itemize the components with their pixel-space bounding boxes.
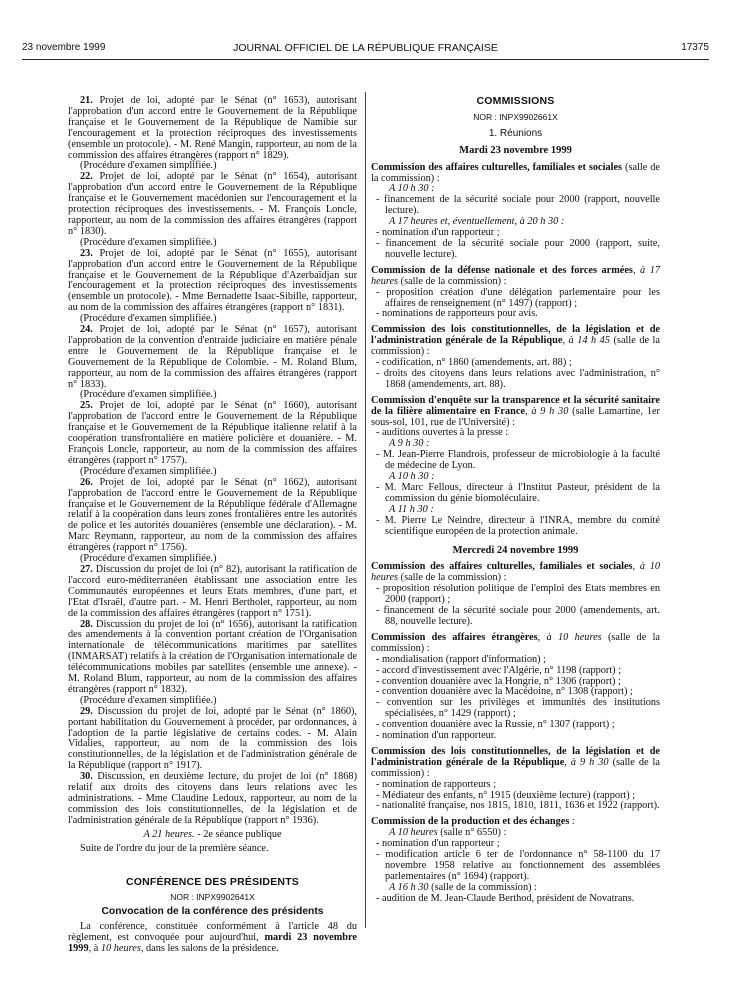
agenda-entry: - accord d'investissement avec l'Algérie, n° 1198 (rapport) ;	[376, 664, 622, 676]
agenda-item: 22. Projet de loi, adopté par le Sénat (n° 1654), autorisant l'approbation d'un accord entre le Gouvernement de la République française et le Gouvernement macédonien sur l'encouragement et la protection réciproques des investissements. - M. François Loncle, rapporteur, au nom de la commission des affaires étrangères (rapport n° 1830).	[68, 171, 357, 237]
time-slot: A 10 h 30 :	[389, 183, 435, 195]
time-slot: A 10 heures (salle n° 6550) :	[389, 827, 507, 839]
commission-defense: Commission de la défense nationale et des forces armées, à 17 heures (salle de la commission) :	[371, 264, 661, 287]
agenda-item: 23. Projet de loi, adopté par le Sénat (n° 1655), autorisant l'approbation d'un accord entre le Gouvernement de la République française et le Gouvernement de la République d'Azerbaïdjan sur l'encouragement et la protection réciproques des investissements (ensemble un protocole). - Mme Bernadette Isaac-Sibille, rapporteur, au nom de la commission des affaires étrangères (rapport n° 1831).	[68, 247, 357, 314]
agenda-entry: - codification, n° 1860 (amendements, art. 88) ;	[376, 357, 572, 369]
journal-title: JOURNAL OFFICIEL DE LA RÉPUBLIQUE FRANÇAISE	[233, 42, 498, 54]
time-slot: A 10 h 30 :	[389, 471, 435, 483]
time-slot: A 17 heures et, éventuellement, à 20 h 30 :	[389, 216, 565, 228]
conference-title: CONFÉRENCE DES PRÉSIDENTS	[125, 875, 300, 888]
procedure-note: (Procédure d'examen simplifiée.)	[80, 553, 217, 565]
commission-enquete: Commission d'enquête sur la transparence et la sécurité sanitaire de la filière alimentaire en France, à 9 h 30 (salle Lamartine, 1er sous-sol, 101, rue de l'Université) :	[371, 394, 660, 428]
agenda-entry: - nomination de rapporteurs ;	[376, 778, 497, 790]
agenda-entry: - nationalité française, nos 1815, 1810, 1811, 1636 et 1922 (rapport).	[376, 800, 660, 812]
agenda-entry: - financement de la sécurité sociale pour 2000 (rapport, nouvelle lecture).	[376, 194, 660, 217]
procedure-note: (Procédure d'examen simplifiée.)	[80, 465, 217, 477]
time-slot: A 11 h 30 :	[389, 503, 434, 515]
agenda-entry: - convention douanière avec la Hongrie, n° 1306 (rapport) ;	[376, 675, 621, 687]
agenda-entry: - droits des citoyens dans leurs relations avec l'administration, n° 1868 (amendements, art. 88).	[376, 367, 660, 390]
reunions-heading: 1. Réunions	[488, 127, 543, 139]
commissions-nor: NOR : INPX9902661X	[473, 111, 558, 122]
day-heading-tuesday: Mardi 23 novembre 1999	[459, 144, 572, 156]
agenda-entry: - nomination d'un rapporteur ;	[376, 838, 500, 850]
agenda-entry: - convention douanière avec la Macédoine, n° 1308 (rapport) ;	[376, 686, 633, 698]
agenda-entry: - proposition résolution politique de l'emploi des Etats membres en 2000 (rapport) ;	[376, 583, 660, 606]
agenda-entry: - M. Pierre Le Neindre, directeur à l'INRA, membre du comité scientifique européen de la protection animale.	[376, 514, 660, 537]
agenda-list	[371, 780, 660, 813]
procedure-note: (Procédure d'examen simplifiée.)	[80, 236, 217, 248]
agenda-entry: - mondialisation (rapport d'information) ;	[376, 653, 546, 665]
agenda-entry: - modification article 6 ter de l'ordonnance n° 58-1100 du 17 novembre 1958 relative au fonctionnement des assemblées parlementaires (n° 1694) (rapport).	[376, 849, 660, 882]
agenda-entry: - financement de la sécurité sociale pour 2000 (rapport, suite, nouvelle lecture).	[376, 237, 660, 260]
procedure-note: (Procédure d'examen simplifiée.)	[80, 313, 217, 325]
time-slot: A 16 h 30 (salle de la commission) :	[389, 881, 537, 893]
column-divider	[365, 92, 366, 928]
agenda-entry: - Médiateur des enfants, n° 1915 (deuxième lecture) (rapport) ;	[376, 789, 636, 801]
agenda-item: 26. Projet de loi, adopté par le Sénat (n° 1662), autorisant l'approbation de l'accord entre le Gouvernement de la République française et le Gouvernement de la République fédérale d'Allemagne relatif à la coopération dans leurs zones frontalières entre les autorités de police et les autorités douanières (ensemble une déclaration). - M. Marc Reymann, rapporteur, au nom de la commission des affaires étrangères (rapport n° 1756).	[68, 476, 357, 554]
page-number: 17375	[681, 42, 709, 53]
agenda-entry: - financement de la sécurité sociale pour 2000 (amendements, art. 88, nouvelle lecture).	[376, 605, 660, 627]
agenda-entry: - nomination d'un rapporteur ;	[376, 227, 500, 239]
time-slot: A 9 h 30 :	[389, 438, 430, 450]
agenda-entry: - convention sur les privilèges et immunités des institutions spécialisées, n° 1429 (rapport) ;	[376, 697, 660, 720]
right-column	[371, 96, 660, 905]
conference-subtitle: Convocation de la conférence des présidents	[101, 906, 324, 918]
procedure-note: (Procédure d'examen simplifiée.)	[80, 160, 217, 172]
agenda-entry: - nominations de rapporteurs pour avis.	[376, 308, 538, 320]
commission-lois-2: Commission des lois constitutionnelles, de la législation et de l'administration générale de la République, à 9 h 30 (salle de la commission) :	[371, 745, 660, 779]
day-heading-wednesday: Mercredi 24 novembre 1999	[452, 544, 579, 556]
agenda-item: 29. Discussion du projet de loi, adopté par le Sénat (n° 1860), portant habilitation du Gouvernement à procéder, par ordonnances, à l'adoption de la partie législative de certains codes. - M. Alain Vidalies, rapporteur, au nom de la commission des lois constitutionnelles, de la législation et de l'administration générale de la République (rapport n° 1917).	[68, 705, 358, 772]
agenda-entry: - proposition création d'une délégation parlementaire pour les affaires de renseignement (n° 1497) (rapport) ;	[376, 286, 660, 309]
header-rule	[22, 59, 709, 60]
agenda-item: 24. Projet de loi, adopté par le Sénat (n° 1657), autorisant l'approbation de la convention d'entraide judiciaire en matière pénale entre le Gouvernement de la République française et le Gouvernement de la République de Colombie. - M. Roland Blum, rapporteur, au nom de la commission des affaires étrangères (rapport n° 1833).	[68, 324, 357, 390]
commission-lois: Commission des lois constitutionnelles, de la législation et de l'administration générale de la République, à 14 h 45 (salle de la commission) :	[371, 324, 660, 358]
commissions-title: COMMISSIONS	[476, 95, 555, 107]
agenda-items	[68, 96, 357, 827]
agenda-entry: - M. Marc Fellous, directeur à l'Institut Pasteur, président de la commission du génie biomoléculaire.	[376, 482, 660, 504]
agenda-item: 28. Discussion du projet de loi (n° 1656), autorisant la ratification des amendements à la convention portant création de l'Organisation internationale de télécommunications maritimes par satellites (INMARSAT) relatifs à la création de l'Organisation internationale de télécommunications mobiles par satellites (ensemble une annexe). - M. Roland Blum, rapporteur, au nom de la commission des affaires étrangères (rapport n° 1832).	[68, 618, 357, 695]
agenda-entry: - convention douanière avec la Russie, n° 1307 (rapport) ;	[376, 719, 615, 731]
agenda-entry: - M. Jean-Pierre Flandrois, professeur de microbiologie à la faculté de médecine de Lyon.	[376, 449, 660, 472]
agenda-item: 27. Discussion du projet de loi (n° 82), autorisant la ratification de l'accord euro-méditerranéen établissant une association entre les Communautés européennes et leurs Etats membres, d'une part, et l'Etat d'Israël, d'autre part. - M. Henri Bertholet, rapporteur, au nom de la commission des affaires étrangères (rapport n° 1751).	[68, 563, 357, 619]
commission-affaires-etrangeres: Commission des affaires étrangères, à 10 heures (salle de la commission) :	[371, 631, 661, 654]
commission-affaires-culturelles: Commission des affaires culturelles, familiales et sociales (salle de la commission) :	[371, 161, 660, 184]
header-date: 23 novembre 1999	[22, 42, 106, 53]
conference-text: La conférence, constituée conformément à l'article 48 du règlement, est convoquée pour aujourd'hui, mardi 23 novembre 1999, à 10 heures, dans les salons de la présidence.	[68, 921, 357, 955]
page-header	[22, 42, 709, 58]
agenda-item: 21. Projet de loi, adopté par le Sénat (n° 1653), autorisant l'approbation d'un accord entre le Gouvernement de la République française et le Gouvernement de la République de Namibie sur l'encouragement et la protection réciproques des investissements (ensemble un protocole). - M. René Mangin, rapporteur, au nom de la commission des affaires étrangères (rapport n° 1829).	[68, 95, 357, 161]
conference-nor: NOR : INPX9902641X	[170, 892, 255, 903]
agenda-entry: - audition de M. Jean-Claude Berthod, président de Novatrans.	[376, 892, 635, 904]
procedure-note: (Procédure d'examen simplifiée.)	[80, 694, 217, 706]
agenda-item: 30. Discussion, en deuxième lecture, du projet de loi (n° 1868) relatif aux droits des citoyens dans leurs relations avec les administrations. - Mme Claudine Ledoux, rapporteur, au nom de la commission des lois constitutionnelles, de la législation et de l'administration générale de la République (rapport n° 1936).	[68, 771, 358, 826]
commission-affaires-culturelles-2: Commission des affaires culturelles, familiales et sociales, à 10 heures (salle de la commission) :	[371, 561, 660, 584]
seance-suite: Suite de l'ordre du jour de la première séance.	[80, 842, 269, 854]
seance-line: A 21 heures. - 2e séance publique	[143, 828, 282, 840]
agenda-entry: - auditions ouvertes à la presse :	[376, 427, 509, 439]
agenda-entry: - nomination d'un rapporteur.	[376, 730, 497, 742]
procedure-note: (Procédure d'examen simplifiée.)	[80, 389, 217, 401]
left-column	[68, 96, 357, 955]
commission-production: Commission de la production et des échanges :	[371, 816, 575, 828]
agenda-list	[371, 655, 660, 742]
agenda-item: 25. Projet de loi, adopté par le Sénat (n° 1660), autorisant l'approbation de l'accord entre le Gouvernement de la République française et le Gouvernement de la République italienne relatif à la coopération transfrontalière en matière policière et douanière. - M. François Loncle, rapporteur, au nom de la commission des affaires étrangères (rapport n° 1757).	[68, 400, 357, 466]
